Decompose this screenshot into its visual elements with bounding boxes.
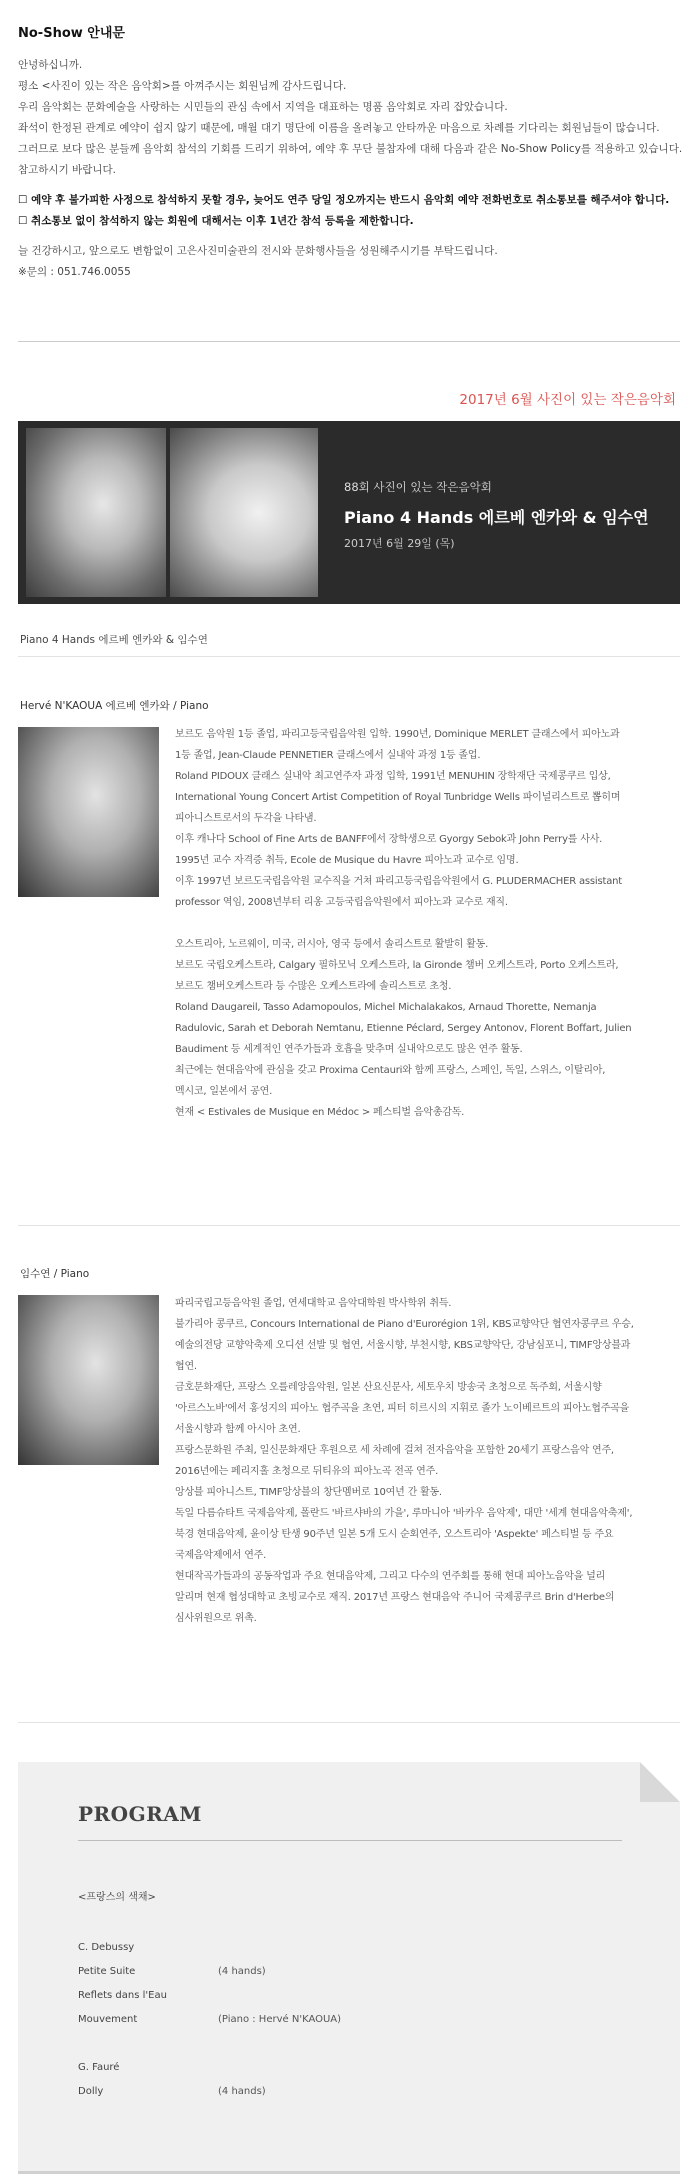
bio-line: 멕시코, 일본에서 공연. [175, 1086, 273, 1097]
piece-title: Mouvement [78, 2014, 138, 2025]
bio-line: 현대작곡가들과의 공동작업과 주요 현대음악제, 그리고 다수의 연주회를 통해 현대 피아노음악을 널리 [175, 1571, 606, 1582]
policy-line: ☐ 예약 후 불가피한 사정으로 참석하지 못할 경우, 늦어도 연주 당일 정오까지는 반드시 음악회 예약 전화번호로 취소통보를 해주셔야 합니다. [18, 194, 670, 206]
bio-line: '아르스노바'에서 홍성지의 피아노 협주곡을 초연, 피터 히르시의 지휘로 졸가 노이베르트의 피아노협주곡을 [175, 1403, 630, 1414]
bio-line: 알리며 현재 협성대학교 초빙교수로 재직. 2017년 프랑스 현대음악 주니어 국제콩쿠르 Brin d'Herbe의 [175, 1592, 615, 1603]
bio-line: Baudiment 등 세계적인 연주가들과 호흡을 맞추며 실내악으로도 많은 연주 활동. [175, 1044, 523, 1055]
policy-line: ☐ 취소통보 없이 참석하지 않는 회원에 대해서는 이후 1년간 참석 등록을 제한합니다. [18, 215, 414, 227]
artist-name-soo-yeon: 임수연 / Piano [20, 1268, 90, 1280]
bio-line: 2016년에는 페리지홀 초청으로 뒤티유의 피아노곡 전곡 연주. [175, 1466, 439, 1477]
bio-line: 파리국립고등음악원 졸업, 연세대학교 음악대학원 박사학위 취득. [175, 1298, 452, 1309]
no-show-notice [18, 22, 688, 283]
event-caption: Piano 4 Hands 에르베 엔카와 & 임수연 [20, 634, 208, 646]
bio-spacer [175, 913, 697, 934]
banner-title: Piano 4 Hands 에르베 엔카와 & 임수연 [344, 508, 649, 527]
bio-line: 보르도 챔버오케스트라 등 수많은 오케스트라에 솔리스트로 초청. [175, 981, 452, 992]
bio-line: 현재 < Estivales de Musique en Médoc > 페스티벌 음악총감독. [175, 1107, 465, 1118]
program-subtitle: <프랑스의 색채> [78, 1892, 156, 1903]
notice-line: 참고하시기 바랍니다. [18, 164, 116, 176]
banner-date: 2017년 6월 29일 (목) [344, 537, 455, 550]
bio-line: 예술의전당 교향악축제 오디션 선발 및 협연, 서울시향, 부천시향, KBS교향악단, 강남심포니, TIMF앙상블과 [175, 1340, 631, 1351]
soo-yeon-portrait [18, 1295, 159, 1465]
bio-line: professor 역임, 2008년부터 리옹 고등국립음악원에서 피아노과 교수로 재직. [175, 897, 508, 908]
bio-line: 오스트리아, 노르웨이, 미국, 러시아, 영국 등에서 솔리스트로 활발히 활동. [175, 939, 489, 950]
event-banner [18, 421, 680, 604]
page-fold-corner [640, 1762, 680, 1802]
divider [18, 1722, 680, 1723]
closing-text: 늘 건강하시고, 앞으로도 변함없이 고은사진미술관의 전시와 문화행사들을 성원해주시기를 부탁드립니다. [18, 245, 498, 257]
program-title: PROGRAM [78, 1802, 202, 1826]
bio-line: 이후 1997년 보르도국립음악원 교수직을 거쳐 파리고등국립음악원에서 G. PLUDERMACHER assistant [175, 876, 622, 887]
soo-yeon-bio [175, 1293, 697, 1629]
divider [18, 1225, 680, 1226]
banner-subtitle: 88회 사진이 있는 작은음악회 [344, 480, 492, 494]
piece-title: Reflets dans l'Eau [78, 1990, 167, 2001]
program-card [18, 1762, 680, 2174]
event-heading: 2017년 6월 사진이 있는 작은음악회 [459, 392, 676, 408]
divider [18, 341, 680, 342]
composer-faure: G. Fauré [78, 2062, 120, 2073]
bio-line: 피아니스트로서의 두각을 나타냄. [175, 813, 317, 824]
bio-line: International Young Concert Artist Competition of Royal Tunbridge Wells 파이널리스트로 뽑히며 [175, 792, 621, 803]
herve-photo [26, 428, 166, 597]
bio-line: Roland PIDOUX 클래스 실내악 최고연주자 과정 입학, 1991년 MENUHIN 장학재단 국제콩쿠르 입상, [175, 771, 611, 782]
divider [18, 656, 680, 657]
soo-yeon-photo [170, 428, 318, 597]
bio-line: 불가리아 콩쿠르, Concours International de Piano d'Eurorégion 1위, KBS교향악단 협연자콩쿠르 우승, [175, 1319, 634, 1330]
herve-bio [175, 724, 697, 1123]
bio-line: 심사위원으로 위촉. [175, 1613, 257, 1624]
bio-line: 금호문화재단, 프랑스 오를레앙음악원, 일본 산요신문사, 세토우치 방송국 초청으로 독주회, 서울시향 [175, 1382, 602, 1393]
bio-line: 1등 졸업, Jean-Claude PENNETIER 클래스에서 실내악 과정 1등 졸업. [175, 750, 481, 761]
bio-line: 보르도 음악원 1등 졸업, 파리고등국립음악원 입학. 1990년, Dominique MERLET 클래스에서 피아노과 [175, 729, 620, 740]
bio-line: 앙상블 피아니스트, TIMF앙상블의 창단멤버로 10여년 간 활동. [175, 1487, 442, 1498]
notice-line: 평소 <사진이 있는 작은 음악회>를 아껴주시는 회원님께 감사드립니다. [18, 80, 347, 92]
bio-line: 보르도 국립오케스트라, Calgary 필하모닉 오케스트라, la Gironde 챔버 오케스트라, Porto 오케스트라, [175, 960, 619, 971]
notice-line: 우리 음악회는 문화예술을 사랑하는 시민들의 관심 속에서 지역을 대표하는 명품 음악회로 자리 잡았습니다. [18, 101, 508, 113]
bio-line: 국제음악제에서 연주. [175, 1550, 267, 1561]
piece-note: (4 hands) [218, 2086, 266, 2097]
bio-line: 협연. [175, 1361, 197, 1372]
bio-line: 1995년 교수 자격증 취득, Ecole de Musique du Havre 피아노과 교수로 임명. [175, 855, 519, 866]
piece-title: Petite Suite [78, 1966, 136, 1977]
piece-note: (Piano : Hervé N'KAOUA) [218, 2014, 342, 2025]
bio-line: 북경 현대음악제, 윤이상 탄생 90주년 일본 5개 도시 순회연주, 오스트리아 'Aspekte' 페스티벌 등 주요 [175, 1529, 614, 1540]
notice-line: 그러므로 보다 많은 분들께 음악회 참석의 기회를 드리기 위하여, 예약 후 무단 불참자에 대해 다음과 같은 No-Show Policy를 적용하고 있습니다. [18, 143, 683, 155]
program-divider [78, 1840, 622, 1841]
bio-line: Roland Daugareil, Tasso Adamopoulos, Michel Michalakakos, Arnaud Thorette, Nemanja [175, 1002, 597, 1013]
contact-text: ※문의 : 051.746.0055 [18, 266, 131, 278]
notice-title: No-Show 안내문 [18, 26, 125, 41]
notice-line: 좌석이 한정된 관계로 예약이 쉽지 않기 때문에, 매월 대기 명단에 이름을 올려놓고 안타까운 마음으로 차례를 기다리는 회원님들이 많습니다. [18, 122, 660, 134]
notice-line: 안녕하십니까. [18, 59, 83, 71]
bio-line: 프랑스문화원 주최, 일신문화재단 후원으로 세 차례에 걸쳐 전자음악을 포함한 20세기 프랑스음악 연주, [175, 1445, 614, 1456]
artist-name-herve: Hervé N'KAOUA 에르베 엔카와 / Piano [20, 700, 209, 712]
bio-line: 독일 다름슈타트 국제음악제, 폴란드 '바르샤바의 가을', 루마니아 '바카우 음악제', 대만 '세계 현대음악축제', [175, 1508, 633, 1519]
bio-line: 최근에는 현대음악에 관심을 갖고 Proxima Centauri와 함께 프랑스, 스페인, 독일, 스위스, 이탈리아, [175, 1065, 606, 1076]
bio-line: 이후 캐나다 School of Fine Arts de BANFF에서 장학생으로 Gyorgy Sebok과 John Perry를 사사. [175, 834, 603, 845]
composer-debussy: C. Debussy [78, 1942, 135, 1953]
bio-line: 서울시향과 함께 아시아 초연. [175, 1424, 301, 1435]
bio-line: Radulovic, Sarah et Deborah Nemtanu, Etienne Péclard, Sergey Antonov, Florent Boffart, Julien [175, 1023, 632, 1034]
herve-portrait [18, 727, 159, 897]
piece-title: Dolly [78, 2086, 104, 2097]
piece-note: (4 hands) [218, 1966, 266, 1977]
